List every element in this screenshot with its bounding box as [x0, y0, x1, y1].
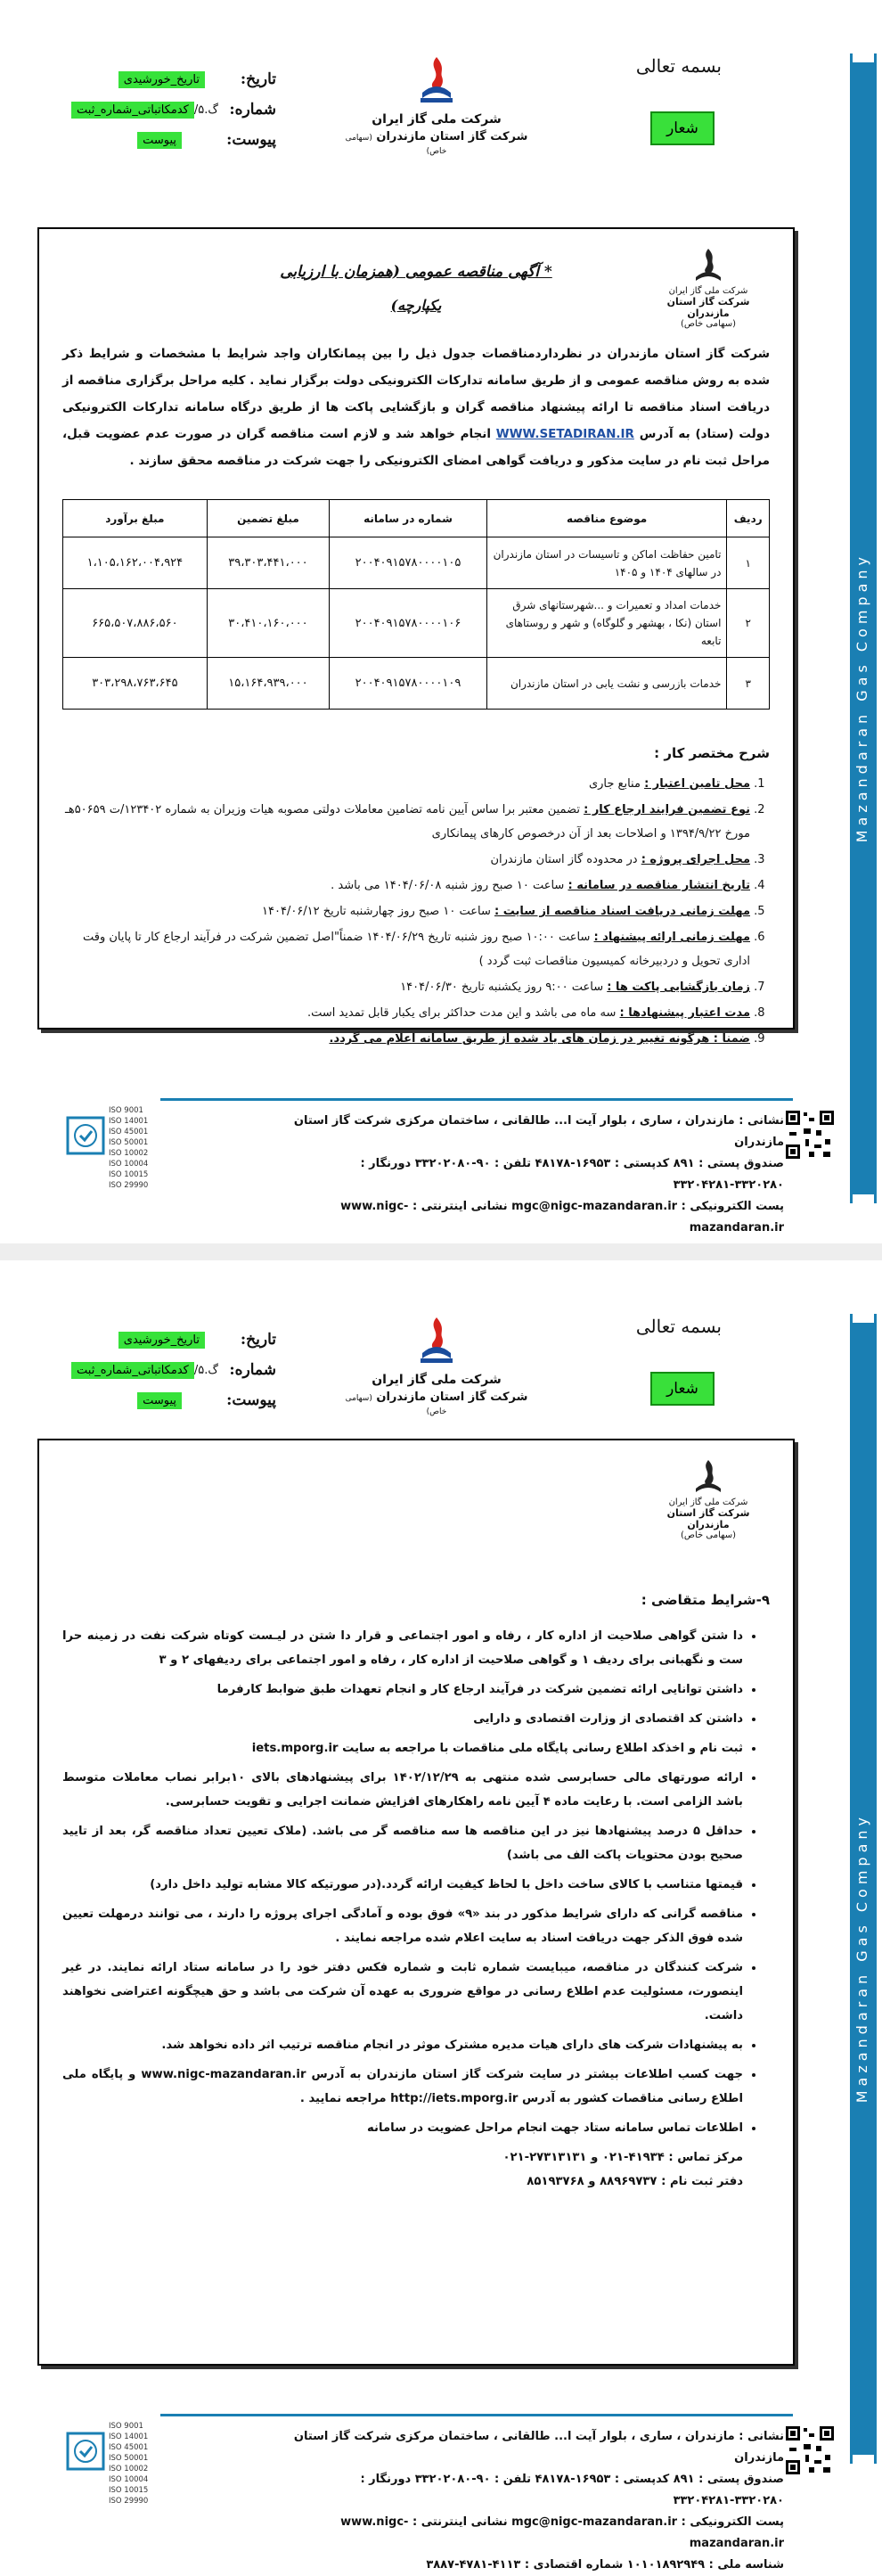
iso-list: ISO 9001 ISO 14001 ISO 45001 ISO 50001 ISO 10002 ISO 10004 ISO 10015 ISO 29990: [109, 1106, 149, 1190]
col-estimate: مبلغ برآورد: [63, 500, 208, 537]
side-strip: [850, 53, 877, 1203]
company-name: شرکت ملی گاز ایران: [372, 1373, 502, 1387]
attach-value: پیوست: [137, 1392, 182, 1409]
conditions-title: ۹-شرایط متقاضی :: [641, 1592, 770, 1608]
list-item: 4. تاریخ انتشار مناقصه در سامانه : ساعت ۱۰ صبح روز شنبه ۱۴۰۴/۰۶/۰۸ می باشد .: [62, 874, 750, 898]
page-2: [0, 1260, 882, 2572]
contact-info: [62, 2145, 770, 2194]
col-index: ردیف: [727, 500, 770, 537]
side-strip: [850, 1314, 877, 2464]
number-label: شماره:: [229, 101, 276, 119]
qr-code-icon: [784, 1109, 836, 1161]
date-label: تاریخ:: [240, 70, 276, 88]
number-value: کدمکاتباتی_شماره_ثبت: [71, 1362, 194, 1379]
certification-badge-icon: [66, 1116, 105, 1155]
date-value: تاریخ_خورشیدی: [118, 1332, 205, 1349]
nigc-mini-flame-icon: [689, 1458, 728, 1494]
contact-office: دفتر ثبت نام : ۸۸۹۶۹۷۳۷ و ۸۵۱۹۳۷۶۸: [527, 2175, 743, 2188]
col-subject: موضوع مناقصه: [486, 500, 727, 537]
company-header: [339, 53, 535, 157]
iso-list: ISO 9001 ISO 14001 ISO 45001 ISO 50001 ISO 10002 ISO 10004 ISO 10015 ISO 29990: [109, 2422, 149, 2506]
list-item: 1. محل تامین اعتبار : منابع جاری: [62, 772, 750, 796]
tenders-table: [62, 499, 770, 710]
footer-address: نشانی : مازندران ، ساری ، بلوار آیت ا... طالقانی ، ساختمان مرکزی شرکت گاز استان مازندران صندوق پستی : ۸۹۱ کدپستی : ۱۶۹۵۳-۴۸۱۷۸ تلفن : ۹۰-۳۳۲۰۲۰۸۰ دورنگار : ۳۳۲۰۲۸۰-۳۳۲۰۴۲۸۱ پست الکترونیکی : mgc@nigc-mazandaran.ir نشانی اینترنتی : www.nigc-mazandaran.ir شناسه ملی : ۱۰۱۰۱۸۹۲۹۴۹ شماره اقتصادی : ۴۱۱۳-۴۷۸۱-۳۸۸۷: [293, 2430, 784, 2572]
table-header-row: [63, 500, 770, 537]
list-item: • داشتن کد اقتصادی از وزارت اقتصادی و دارایی: [62, 1707, 743, 1731]
list-item: • قیمتها متناسب با کالای ساخت داخل با لحاظ کیفیت ارائه گردد.(در صورتیکه کالا مشابه تولید داخل دارد): [62, 1873, 743, 1897]
col-code: شماره در سامانه: [330, 500, 487, 537]
table-row: ۱ تامین حفاظت اماکن و تاسیسات در استان مازندران در سالهای ۱۴۰۴ و ۱۴۰۵ ۲۰۰۴۰۹۱۵۷۸۰۰۰۰۱۰۵ ۳۹،۳۰۳،۴۴۱،۰۰۰ ۱،۱۰۵،۱۶۲،۰۰۴،۹۲۴: [63, 537, 770, 589]
setadiran-link[interactable]: WWW.SETADIRAN.IR: [495, 427, 634, 441]
list-item: • شرکت کنندگان در مناقصه، میبایست شماره ثابت و شماره فکس دفتر خود را در سامانه ستاد ارائه نمایند. در غیر اینصورت، مسئولیت عدم اطلاع رسانی در مواقع ضروری به عهده آن شرکت می باشد و حق هیچگونه اعتراضی نخواهند داشت.: [62, 1956, 743, 2028]
list-item: • دا شتن گواهی صلاحیت از اداره کار ، رفاه و امور اجتماعی و قرار دا شتن در لیـست کوتاه شرکت نفت در زمینه حرا ست و نگهبانی برای ردیف ۱ و گواهی صلاحیت از اداره کار ، رفاه و امور اجتماعی برای ردیفهای ۲ و ۳: [62, 1624, 743, 1672]
besmellah: بسمه تعالی: [635, 55, 722, 77]
notice-box: [37, 227, 795, 1046]
nigc-mini-flame-icon: [689, 247, 728, 283]
nigc-flame-icon: [410, 53, 463, 107]
besmellah: بسمه تعالی: [635, 1316, 722, 1337]
col-guarantee: مبلغ تضمین: [207, 500, 329, 537]
list-item: 5. مهلت زمانی دریافت اسناد مناقصه از سایت : ساعت ۱۰ صبح روز چهارشنبه تاریخ ۱۴۰۴/۰۶/۱۲: [62, 899, 750, 923]
certification-badge-icon: [66, 2432, 105, 2471]
footer: [71, 1098, 811, 1235]
notice-intro: شرکت گاز استان مازندران در نظرداردمناقصات جدول ذیل را بین پیمانکاران واجد شرایط با مشخصات و شرایط ذکر شده به روش مناقصه عمومی و از طریق سامانه تدارکات الکترونیکی دولت برگزار نماید . کلیه مراحل برگزاری مناقصه از دریافت اسناد مناقصه تا ارائه پیشنهاد مناقصه گران و بازگشایی پاکت ها از طریق درگاه سامانه تدارکات الکترونیکی دولت (ستاد) به آدرس WWW.SETADIRAN.IR انجام خواهد شد و لازم است مناقصه گران در صورت عدم عضویت قبل، مراحل ثبت نام در سایت مذکور و دریافت گواهی امضای الکترونیکی را جهت شرکت در مناقصه محقق سازند .: [62, 347, 771, 468]
list-item: • ثبت نام و اخذکد اطلاع رسانی پایگاه ملی مناقصات با مراجعه به سایت iets.mporg.ir: [62, 1736, 743, 1760]
list-item: 8. مدت اعتبار پیشنهادها : سه ماه می باشد و این مدت حداکثر برای یکبار قابل تمدید است.: [62, 1001, 750, 1025]
list-item: • حداقل ۵ درصد پیشنهادها نیز در این مناقصه ها سه مناقصه گر می باشد. (ملاک تعیین تعداد مناقصه گر، بعد از تایید صحیح بودن محتویات پاکت الف می باشد): [62, 1819, 743, 1867]
list-item: 6. مهلت زمانی ارائه پیشنهاد : ساعت ۱۰:۰۰ صبح روز شنبه تاریخ ۱۴۰۴/۰۶/۲۹ ضمناً"اصل تضمین شرکت در فرآیند ارجاع کار تا پایان وقت اداری تحویل و دردبیرخانه کمیسیون مناقصات ثبت گردد ): [62, 925, 750, 973]
number-prefix: گ.۵/: [193, 1363, 218, 1377]
side-strip-text: Mazandaran Gas Company: [853, 553, 870, 843]
date-value: تاریخ_خورشیدی: [118, 71, 205, 88]
summary-title: شرح مختصر کار :: [654, 745, 770, 761]
notice-subtitle: یکپارچه): [390, 297, 442, 314]
table-row: ۲ خدمات امداد و تعمیرات و ...شهرستانهای شرق استان (نکا ، بهشهر و گلوگاه) و شهر و روستاهای تابعه ۲۰۰۴۰۹۱۵۷۸۰۰۰۰۱۰۶ ۳۰،۴۱۰،۱۶۰،۰۰۰ ۶۶۵،۵۰۷،۸۸۶،۵۶۰: [63, 589, 770, 658]
table-row: ۳ خدمات بازرسی و نشت یابی در استان مازندران ۲۰۰۴۰۹۱۵۷۸۰۰۰۰۱۰۹ ۱۵،۱۶۴،۹۳۹،۰۰۰ ۳۰۳،۲۹۸،۷۶۳،۶۴۵: [63, 658, 770, 710]
list-item: 9. ضمنا : هرگونه تغییر در زمان های یاد شده از طریق سامانه اعلام می گردد.: [62, 1027, 750, 1051]
list-item: • به پیشنهادات شرکت های دارای هیات مدیره مشترک موثر در انجام مناقصه ترتیب اثر داده نخواهد شد.: [62, 2033, 743, 2057]
letter-meta: [71, 64, 276, 155]
company-branch: شرکت گاز استان مازندران (سهامی خاص): [345, 1391, 528, 1416]
attach-label: پیوست:: [226, 1391, 276, 1409]
conditions-list: [62, 1624, 770, 2140]
list-item: • جهت کسب اطلاعات بیشتر در سایت شرکت گاز استان مازندران به آدرس www.nigc-mazandaran.ir و پایگاه ملی اطلاع رسانی مناقصات کشور به آدرس http://iets.mporg.ir مراجعه نمایید .: [62, 2063, 743, 2111]
qr-code-icon: [784, 2424, 836, 2476]
footer: [71, 2414, 811, 2572]
number-value: کدمکاتباتی_شماره_ثبت: [71, 102, 194, 119]
contact-center: مرکز تماس : ۴۱۹۳۴-۰۲۱ و ۲۷۳۱۳۱۳۱-۰۲۱: [502, 2151, 743, 2164]
mini-logo: شرکت ملی گاز ایران شرکت گاز استان مازندران (سهامی خاص): [650, 1458, 766, 1540]
list-item: 3. محل اجرای پروژه : در محدوده گاز استان مازندران: [62, 848, 750, 872]
number-prefix: گ.۵/: [193, 103, 218, 117]
letterhead: [53, 1305, 829, 1448]
list-item: 7. زمان بازگشایی پاکت ها : ساعت ۹:۰۰ روز یکشنبه تاریخ ۱۴۰۴/۰۶/۳۰: [62, 975, 750, 999]
list-item: • داشتن توانایی ارائه تضمین شرکت در فرآیند ارجاع کار و انجام تعهدات طبق ضوابط کارفرما: [62, 1678, 743, 1702]
logo-placeholder: شعار: [650, 1372, 715, 1406]
company-name: شرکت ملی گاز ایران: [372, 112, 502, 127]
attach-label: پیوست:: [226, 131, 276, 149]
list-item: • اطلاعات تماس سامانه ستاد جهت انجام مراحل عضویت در سامانه: [62, 2116, 743, 2140]
notice-title: * آگهی مناقصه عمومی (همزمان با ارزیابی: [280, 263, 552, 281]
nigc-flame-icon: [410, 1314, 463, 1367]
attach-value: پیوست: [137, 132, 182, 149]
logo-placeholder: شعار: [650, 111, 715, 145]
side-strip-text: Mazandaran Gas Company: [853, 1813, 870, 2104]
letter-meta: [71, 1325, 276, 1415]
company-header: [339, 1314, 535, 1417]
date-label: تاریخ:: [240, 1331, 276, 1349]
summary-list: [62, 772, 770, 1051]
list-item: • ارائه صورتهای مالی حسابرسی شده منتهی به ۱۴۰۲/۱۲/۲۹ برای پیشنهادهای بالای ۱۰برابر نصاب معاملات متوسط باشد الزامی است. با رعایت ماده ۴ آیین نامه راهکارهای افزایش ضمانت اجرایی و تقویت حسابرسی.: [62, 1766, 743, 1814]
list-item: 2. نوع تضمین فرایند ارجاع کار : تضمین معتبر برا ساس آیین نامه تضامین معاملات دولتی مصوبه هیات وزیران به شماره ۱۲۳۴۰۲/ت ۵۰۶۵۹هـ مورخ ۱۳۹۴/۹/۲۲ و اصلاحات بعد از آن درخصوص کارهای پیمانکاری: [62, 798, 750, 846]
letterhead: [53, 45, 829, 187]
number-label: شماره:: [229, 1361, 276, 1379]
mini-logo: شرکت ملی گاز ایران شرکت گاز استان مازندران (سهامی خاص): [650, 247, 766, 329]
page-1: [0, 0, 882, 1260]
conditions-box: [37, 1439, 795, 2366]
footer-address: نشانی : مازندران ، ساری ، بلوار آیت ا... طالقانی ، ساختمان مرکزی شرکت گاز استان مازندران صندوق پستی : ۸۹۱ کدپستی : ۱۶۹۵۳-۴۸۱۷۸ تلفن : ۹۰-۳۳۲۰۲۰۸۰ دورنگار : ۳۳۲۰۲۸۰-۳۳۲۰۴۲۸۱ پست الکترونیکی : mgc@nigc-mazandaran.ir نشانی اینترنتی : www.nigc-mazandaran.ir: [293, 1114, 784, 1235]
company-branch: شرکت گاز استان مازندران (سهامی خاص): [345, 130, 528, 156]
list-item: • مناقصه گرانی که دارای شرایط مذکور در بند «۹» فوق بوده و آمادگی اجرای پروژه را دارند ، می توانند درمهلت تعیین شده فوق الذکر جهت دریافت اسناد به سایت اعلام شده مراجعه نمایند .: [62, 1902, 743, 1950]
